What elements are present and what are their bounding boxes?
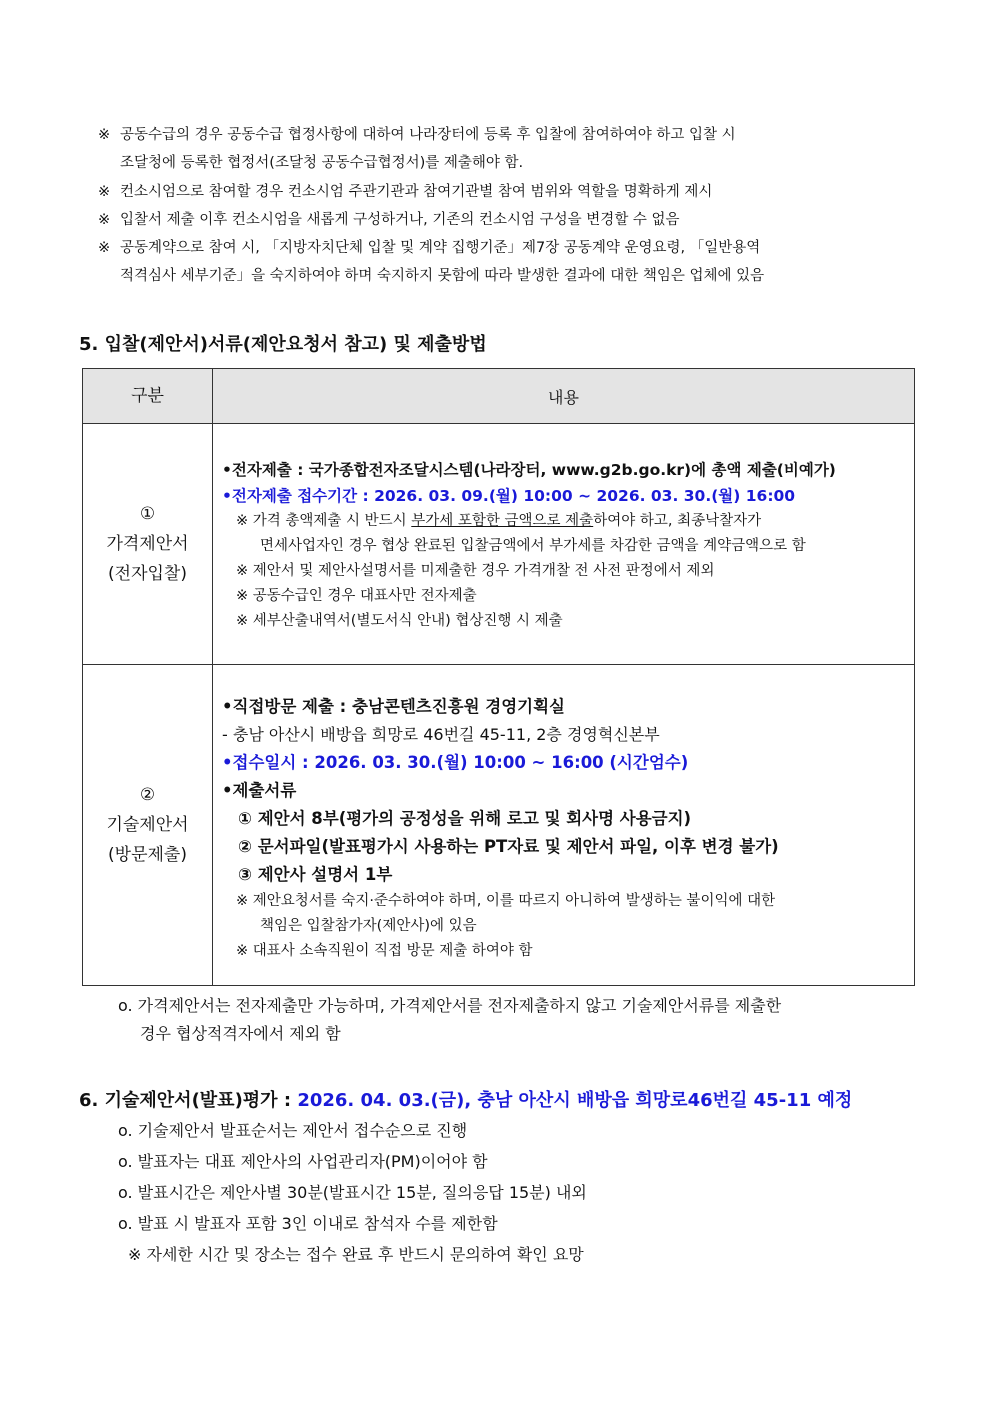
inquiry-note: ※ 자세한 시간 및 장소는 접수 완료 후 반드시 문의하여 확인 요망 bbox=[128, 1245, 584, 1264]
reference-mark: ※ bbox=[98, 127, 111, 143]
electronic-submission-line: •전자제출 : 국가종합전자조달시스템(나라장터, www.g2b.go.kr)에 총액 제출(비예가) bbox=[222, 460, 836, 479]
list-item: o. 발표자는 대표 제안사의 사업관리자(PM)이어야 함 bbox=[118, 1152, 488, 1171]
note-text: 가격 총액제출 시 반드시 bbox=[248, 512, 412, 529]
note-text: 면세사업자인 경우 협상 완료된 입찰금액에서 부가세를 차감한 금액을 계약금액으로 함 bbox=[260, 537, 806, 554]
category-sub: (방문제출) bbox=[108, 845, 187, 865]
circled-number: ① bbox=[139, 504, 156, 524]
document-item-2: ② 문서파일(발표평가시 사용하는 PT자료 및 제안서 파일, 이후 변경 불가) bbox=[238, 836, 779, 856]
price-proposal-content bbox=[213, 424, 915, 665]
note-text: 조달청에 등록한 협정서(조달청 공동수급협정서)를 제출해야 함. bbox=[120, 155, 524, 171]
note-text: 책임은 입찰참가자(제안사)에 있음 bbox=[260, 917, 477, 934]
paragraph-line: 경우 협상적격자에서 제외 함 bbox=[140, 1024, 341, 1043]
table-header-row bbox=[83, 369, 915, 424]
document-item-3: ③ 제안사 설명서 1부 bbox=[238, 864, 393, 884]
table-row-technical bbox=[83, 665, 915, 986]
exclusion-note: ※ 제안서 및 제안사설명서를 미제출한 경우 가격개찰 전 사전 판정에서 제외 bbox=[236, 562, 715, 579]
category-name: 가격제안서 bbox=[106, 534, 189, 554]
price-electronic-only-note bbox=[118, 992, 918, 1048]
technical-proposal-content bbox=[213, 665, 915, 986]
category-name: 기술제안서 bbox=[106, 815, 189, 835]
header-content: 내용 bbox=[213, 369, 915, 424]
reference-mark: ※ bbox=[98, 184, 111, 200]
note-text: 컨소시엄으로 참여할 경우 컨소시엄 주관기관과 참여기관별 참여 범위와 역할을 명확하게 제시 bbox=[120, 184, 713, 200]
note-consortium-roles bbox=[98, 178, 914, 206]
reference-mark: ※ bbox=[98, 212, 111, 228]
direct-visit-line: •직접방문 제출 : 충남콘텐츠진흥원 경영기획실 bbox=[222, 696, 565, 716]
submission-period-line: •전자제출 접수기간 : 2026. 03. 09.(월) 10:00 ~ 2026. 03. 30.(월) 16:00 bbox=[222, 486, 796, 505]
note-text: 입찰서 제출 이후 컨소시엄을 새롭게 구성하거나, 기존의 컨소시엄 구성을 변경할 수 없음 bbox=[120, 212, 680, 228]
reception-time-line: •접수일시 : 2026. 03. 30.(월) 10:00 ~ 16:00 (시간엄수) bbox=[222, 752, 689, 772]
circled-number: ② bbox=[139, 785, 156, 805]
submission-table bbox=[82, 368, 915, 986]
list-item: o. 발표 시 발표자 포함 3인 이내로 참석자 수를 제한함 bbox=[118, 1214, 498, 1233]
note-text: 공동계약으로 참여 시, 「지방자치단체 입찰 및 계약 집행기준」제7장 공동계약 운영요령, 「일반용역 bbox=[120, 240, 761, 256]
address-line: - 충남 아산시 배방읍 희망로 46번길 45-11, 2층 경영혁신본부 bbox=[222, 724, 660, 744]
visit-note: ※ 대표사 소속직원이 직접 방문 제출 하여야 함 bbox=[236, 942, 533, 959]
list-item: o. 발표시간은 제안사별 30분(발표시간 15분, 질의응답 15분) 내외 bbox=[118, 1183, 587, 1202]
documents-heading: •제출서류 bbox=[222, 780, 297, 800]
note-text: 공동수급의 경우 공동수급 협정사항에 대하여 나라장터에 등록 후 입찰에 참여하여야 하고 입찰 시 bbox=[120, 127, 736, 143]
note-consortium-change bbox=[98, 206, 914, 234]
category-sub: (전자입찰) bbox=[108, 564, 187, 584]
note-consortium-agreement bbox=[98, 121, 914, 177]
vat-note bbox=[222, 509, 905, 534]
underlined-text: 부가세 포함한 금액으로 제출 bbox=[411, 512, 594, 529]
note-joint-contract bbox=[98, 234, 914, 290]
technical-proposal-category bbox=[83, 665, 213, 986]
reference-mark: ※ bbox=[98, 240, 111, 256]
vat-note-continued bbox=[222, 534, 905, 559]
paragraph-line: o. 가격제안서는 전자제출만 가능하며, 가격제안서를 전자제출하지 않고 기술제안서류를 제출한 bbox=[118, 996, 782, 1015]
section-6-title bbox=[79, 1086, 852, 1112]
reference-mark: ※ bbox=[236, 512, 249, 529]
compliance-note-continued bbox=[222, 914, 905, 939]
note-text: 적격심사 세부기준」을 숙지하여야 하며 숙지하지 못함에 따라 발생한 결과에 대한 책임은 업체에 있음 bbox=[120, 268, 765, 284]
header-category: 구분 bbox=[83, 369, 213, 424]
joint-supply-note: ※ 공동수급인 경우 대표사만 전자제출 bbox=[236, 587, 477, 604]
section-6-title-label: 6. 기술제안서(발표)평가 : bbox=[79, 1090, 298, 1111]
note-text: 하여야 하고, 최종낙찰자가 bbox=[593, 512, 762, 529]
cost-breakdown-note: ※ 세부산출내역서(별도서식 안내) 협상진행 시 제출 bbox=[236, 612, 563, 629]
list-item: o. 기술제안서 발표순서는 제안서 접수순으로 진행 bbox=[118, 1121, 468, 1140]
compliance-note: ※ 제안요청서를 숙지·준수하여야 하며, 이를 따르지 아니하여 발생하는 불이익에 대한 bbox=[236, 892, 776, 909]
price-proposal-category bbox=[83, 424, 213, 665]
document-item-1: ① 제안서 8부(평가의 공정성을 위해 로고 및 회사명 사용금지) bbox=[238, 808, 692, 828]
table-row-price bbox=[83, 424, 915, 665]
section-6-title-date: 2026. 04. 03.(금), 충남 아산시 배방읍 희망로46번길 45-11 예정 bbox=[297, 1090, 853, 1111]
evaluation-list bbox=[118, 1115, 587, 1270]
section-5-title: 5. 입찰(제안서)서류(제안요청서 참고) 및 제출방법 bbox=[79, 334, 487, 355]
